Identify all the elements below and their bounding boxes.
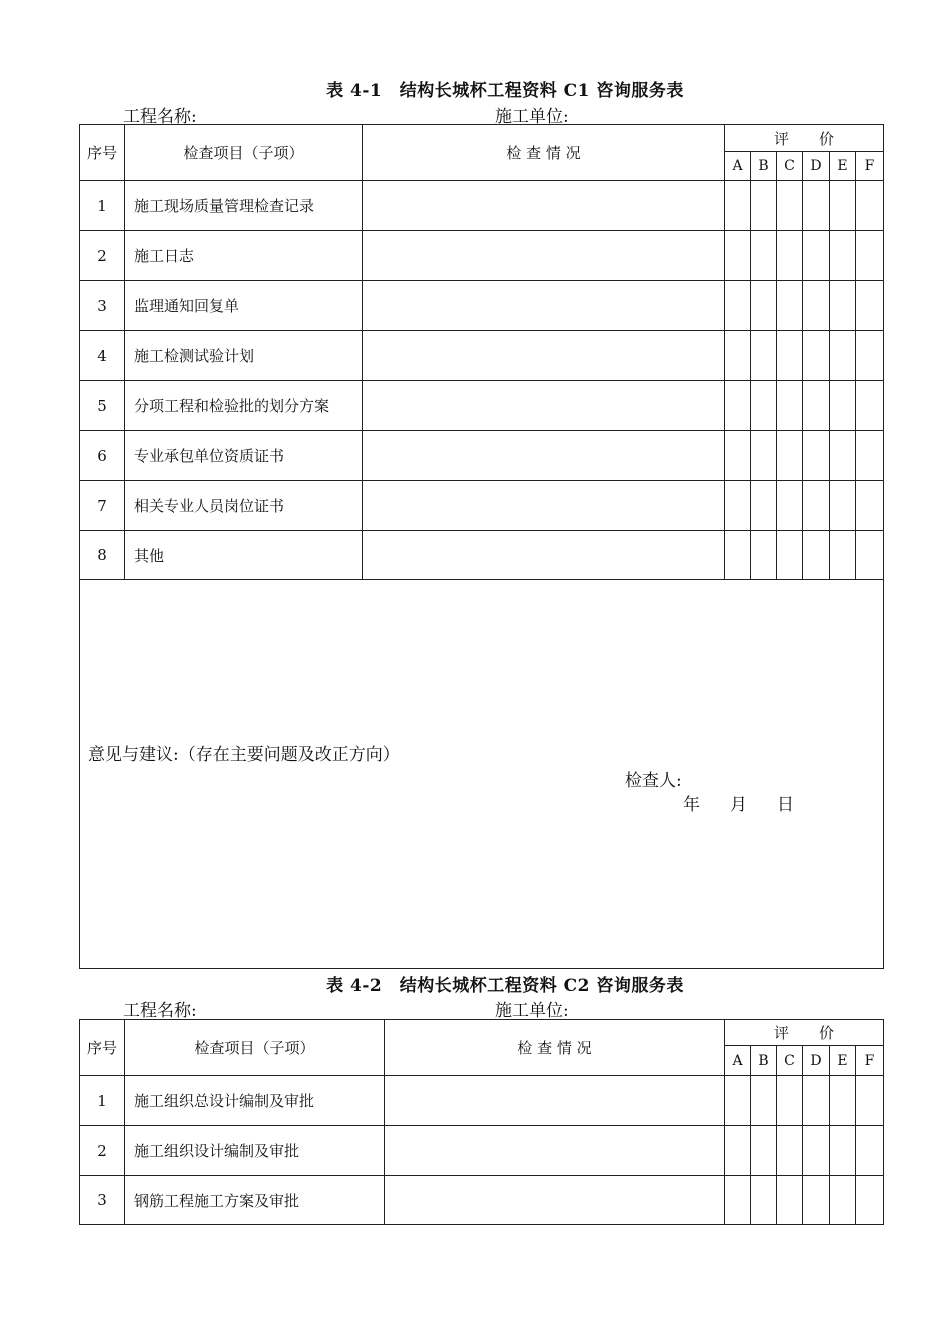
grade-cell[interactable] (856, 281, 884, 331)
row-number: 4 (80, 331, 125, 381)
table1-project-label: 工程名称: (123, 107, 197, 127)
grade-cell[interactable] (751, 181, 777, 231)
row-number: 7 (80, 481, 125, 531)
row-item: 钢筋工程施工方案及审批 (125, 1176, 385, 1225)
grade-cell[interactable] (751, 1176, 777, 1225)
table2-project-label: 工程名称: (123, 1001, 197, 1021)
row-number: 6 (80, 431, 125, 481)
grade-cell[interactable] (803, 331, 830, 381)
grade-cell[interactable] (725, 231, 751, 281)
grade-cell[interactable] (725, 281, 751, 331)
grade-cell[interactable] (777, 531, 803, 580)
grade-cell[interactable] (803, 181, 830, 231)
grade-cell[interactable] (830, 1126, 856, 1176)
table-row (80, 1126, 884, 1176)
grade-cell[interactable] (725, 181, 751, 231)
row-item: 施工现场质量管理检查记录 (125, 181, 363, 231)
grade-cell[interactable] (830, 381, 856, 431)
grade-cell[interactable] (803, 431, 830, 481)
row-number: 5 (80, 381, 125, 431)
grade-cell[interactable] (830, 431, 856, 481)
status-cell[interactable] (363, 381, 725, 431)
table-row (80, 1176, 884, 1225)
status-cell[interactable] (363, 181, 725, 231)
grade-header: 评 价 (725, 125, 884, 152)
grade-cell[interactable] (856, 331, 884, 381)
table-row (80, 181, 884, 231)
grade-cell[interactable] (777, 281, 803, 331)
grade-cell[interactable] (803, 281, 830, 331)
status-cell[interactable] (363, 431, 725, 481)
table-row (80, 381, 884, 431)
grade-cell[interactable] (803, 231, 830, 281)
grade-e-header: E (830, 1046, 856, 1076)
row-number: 2 (80, 231, 125, 281)
status-cell[interactable] (363, 331, 725, 381)
grade-cell[interactable] (856, 531, 884, 580)
grade-cell[interactable] (751, 281, 777, 331)
grade-header: 评 价 (725, 1020, 884, 1046)
row-number: 3 (80, 281, 125, 331)
table-row (80, 1076, 884, 1126)
status-cell[interactable] (385, 1176, 725, 1225)
status-header: 检 查 情 况 (385, 1020, 725, 1076)
row-item: 施工日志 (125, 231, 363, 281)
grade-cell[interactable] (856, 481, 884, 531)
grade-cell[interactable] (777, 231, 803, 281)
grade-cell[interactable] (725, 1076, 751, 1126)
grade-cell[interactable] (803, 481, 830, 531)
grade-cell[interactable] (725, 1126, 751, 1176)
date-month: 月 (730, 795, 747, 815)
grade-cell[interactable] (777, 331, 803, 381)
table-row (80, 231, 884, 281)
grade-cell[interactable] (751, 1076, 777, 1126)
grade-cell[interactable] (751, 331, 777, 381)
row-item: 施工检测试验计划 (125, 331, 363, 381)
row-item: 施工组织设计编制及审批 (125, 1126, 385, 1176)
grade-cell[interactable] (803, 1176, 830, 1225)
opinion-box[interactable] (80, 580, 884, 969)
item-header: 检查项目（子项） (125, 1020, 385, 1076)
grade-e-header: E (830, 152, 856, 181)
seq-header: 序号 (80, 125, 125, 181)
status-header: 检 查 情 况 (363, 125, 725, 181)
grade-cell[interactable] (830, 481, 856, 531)
grade-cell[interactable] (777, 181, 803, 231)
grade-d-header: D (803, 1046, 830, 1076)
item-header: 检查项目（子项） (125, 125, 363, 181)
status-cell[interactable] (363, 531, 725, 580)
status-cell[interactable] (385, 1076, 725, 1126)
grade-c-header: C (777, 1046, 803, 1076)
grade-cell[interactable] (751, 1126, 777, 1176)
grade-cell[interactable] (803, 381, 830, 431)
grade-cell[interactable] (725, 531, 751, 580)
table-row (80, 281, 884, 331)
table2 (79, 1019, 884, 1225)
inspector-label: 检查人: (625, 771, 682, 791)
grade-cell[interactable] (777, 1126, 803, 1176)
status-cell[interactable] (363, 481, 725, 531)
grade-cell[interactable] (856, 1076, 884, 1126)
status-cell[interactable] (363, 281, 725, 331)
row-number: 1 (80, 181, 125, 231)
date-line (683, 790, 824, 815)
row-number: 3 (80, 1176, 125, 1225)
grade-cell[interactable] (751, 381, 777, 431)
row-number: 1 (80, 1076, 125, 1126)
seq-header: 序号 (80, 1020, 125, 1076)
grade-cell[interactable] (830, 181, 856, 231)
grade-cell[interactable] (830, 1176, 856, 1225)
date-day: 日 (777, 795, 794, 815)
grade-cell[interactable] (777, 381, 803, 431)
grade-cell[interactable] (751, 531, 777, 580)
row-item: 监理通知回复单 (125, 281, 363, 331)
grade-cell[interactable] (725, 331, 751, 381)
row-item: 施工组织总设计编制及审批 (125, 1076, 385, 1126)
grade-cell[interactable] (777, 481, 803, 531)
grade-cell[interactable] (777, 431, 803, 481)
row-number: 2 (80, 1126, 125, 1176)
grade-cell[interactable] (856, 181, 884, 231)
grade-cell[interactable] (803, 1126, 830, 1176)
table-row (80, 531, 884, 580)
row-number: 8 (80, 531, 125, 580)
row-item: 分项工程和检验批的划分方案 (125, 381, 363, 431)
grade-cell[interactable] (830, 531, 856, 580)
grade-cell[interactable] (830, 331, 856, 381)
status-cell[interactable] (363, 231, 725, 281)
grade-cell[interactable] (751, 431, 777, 481)
table1 (79, 124, 884, 969)
grade-cell[interactable] (856, 1126, 884, 1176)
date-year: 年 (683, 795, 700, 815)
grade-cell[interactable] (803, 531, 830, 580)
row-item: 其他 (125, 531, 363, 580)
grade-cell[interactable] (856, 381, 884, 431)
opinion-label: 意见与建议:（存在主要问题及改正方向） (88, 745, 400, 765)
grade-d-header: D (803, 152, 830, 181)
table-row (80, 431, 884, 481)
grade-cell[interactable] (856, 1176, 884, 1225)
table1-title: 表 4-1 结构长城杯工程资料 C1 咨询服务表 (326, 81, 684, 101)
grade-cell[interactable] (725, 481, 751, 531)
grade-cell[interactable] (830, 281, 856, 331)
grade-f-header: F (856, 1046, 884, 1076)
grade-c-header: C (777, 152, 803, 181)
table1-unit-label: 施工单位: (495, 107, 569, 127)
grade-a-header: A (725, 152, 751, 181)
grade-cell[interactable] (725, 1176, 751, 1225)
table-row (80, 331, 884, 381)
grade-cell[interactable] (856, 231, 884, 281)
row-item: 相关专业人员岗位证书 (125, 481, 363, 531)
table2-title: 表 4-2 结构长城杯工程资料 C2 咨询服务表 (326, 976, 684, 996)
grade-cell[interactable] (830, 1076, 856, 1126)
grade-cell[interactable] (856, 431, 884, 481)
grade-cell[interactable] (751, 231, 777, 281)
status-cell[interactable] (385, 1126, 725, 1176)
grade-cell[interactable] (777, 1176, 803, 1225)
grade-b-header: B (751, 1046, 777, 1076)
grade-cell[interactable] (803, 1076, 830, 1126)
grade-a-header: A (725, 1046, 751, 1076)
grade-cell[interactable] (830, 231, 856, 281)
grade-cell[interactable] (777, 1076, 803, 1126)
grade-cell[interactable] (725, 431, 751, 481)
table-row (80, 481, 884, 531)
table2-unit-label: 施工单位: (495, 1001, 569, 1021)
grade-f-header: F (856, 152, 884, 181)
grade-b-header: B (751, 152, 777, 181)
row-item: 专业承包单位资质证书 (125, 431, 363, 481)
grade-cell[interactable] (725, 381, 751, 431)
grade-cell[interactable] (751, 481, 777, 531)
